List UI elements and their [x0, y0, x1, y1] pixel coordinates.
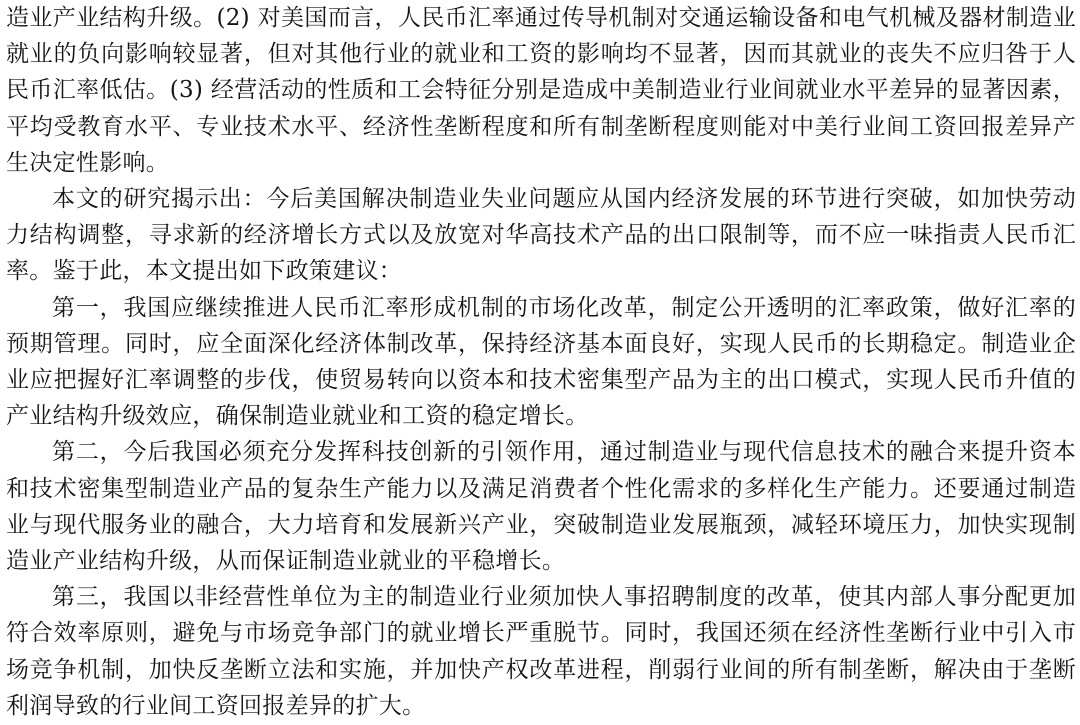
paragraph-conclusion-continued: 造业产业结构升级。(2) 对美国而言，人民币汇率通过传导机制对交通运输设备和电气机械及器材制造业就业的负向影响较显著，但对其他行业的就业和工资的影响均不显著，因而其就业的丧失不应归咎于人民币汇率低估。(3) 经营活动的性质和工会特征分别是造成中美制造业行业间就业水平差异的显著因素，平均受教育水平、专业技术水平、经济性垄断程度和所有制垄断程度则能对中美行业间工资回报差异产生决定性影响。: [6, 5, 1076, 176]
document-page: [6, 0, 1076, 724]
paragraph-research-implications: 本文的研究揭示出：今后美国解决制造业失业问题应从国内经济发展的环节进行突破，如加快劳动力结构调整，寻求新的经济增长方式以及放宽对华高技术产品的出口限制等，而不应一味指责人民币汇率。鉴于此，本文提出如下政策建议：: [6, 186, 1076, 285]
paragraph-policy-second: 第二，今后我国必须充分发挥科技创新的引领作用，通过制造业与现代信息技术的融合来提升资本和技术密集型制造业产品的复杂生产能力以及满足消费者个性化需求的多样化生产能力。还要通过制造业与现代服务业的融合，大力培育和发展新兴产业，突破制造业发展瓶颈，减轻环境压力，加快实现制造业产业结构升级，从而保证制造业就业的平稳增长。: [6, 439, 1076, 575]
paragraph-policy-first: 第一，我国应继续推进人民币汇率形成机制的市场化改革，制定公开透明的汇率政策，做好汇率的预期管理。同时，应全面深化经济体制改革，保持经济基本面良好，实现人民币的长期稳定。制造业企业应把握好汇率调整的步伐，使贸易转向以资本和技术密集型产品为主的出口模式，实现人民币升值的产业结构升级效应，确保制造业就业和工资的稳定增长。: [6, 294, 1076, 430]
paragraph-policy-third: 第三，我国以非经营性单位为主的制造业行业须加快人事招聘制度的改革，使其内部人事分配更加符合效率原则，避免与市场竞争部门的就业增长严重脱节。同时，我国还须在经济性垄断行业中引入市场竞争机制，加快反垄断立法和实施，并加快产权改革进程，削弱行业间的所有制垄断，解决由于垄断利润导致的行业间工资回报差异的扩大。: [6, 584, 1076, 719]
